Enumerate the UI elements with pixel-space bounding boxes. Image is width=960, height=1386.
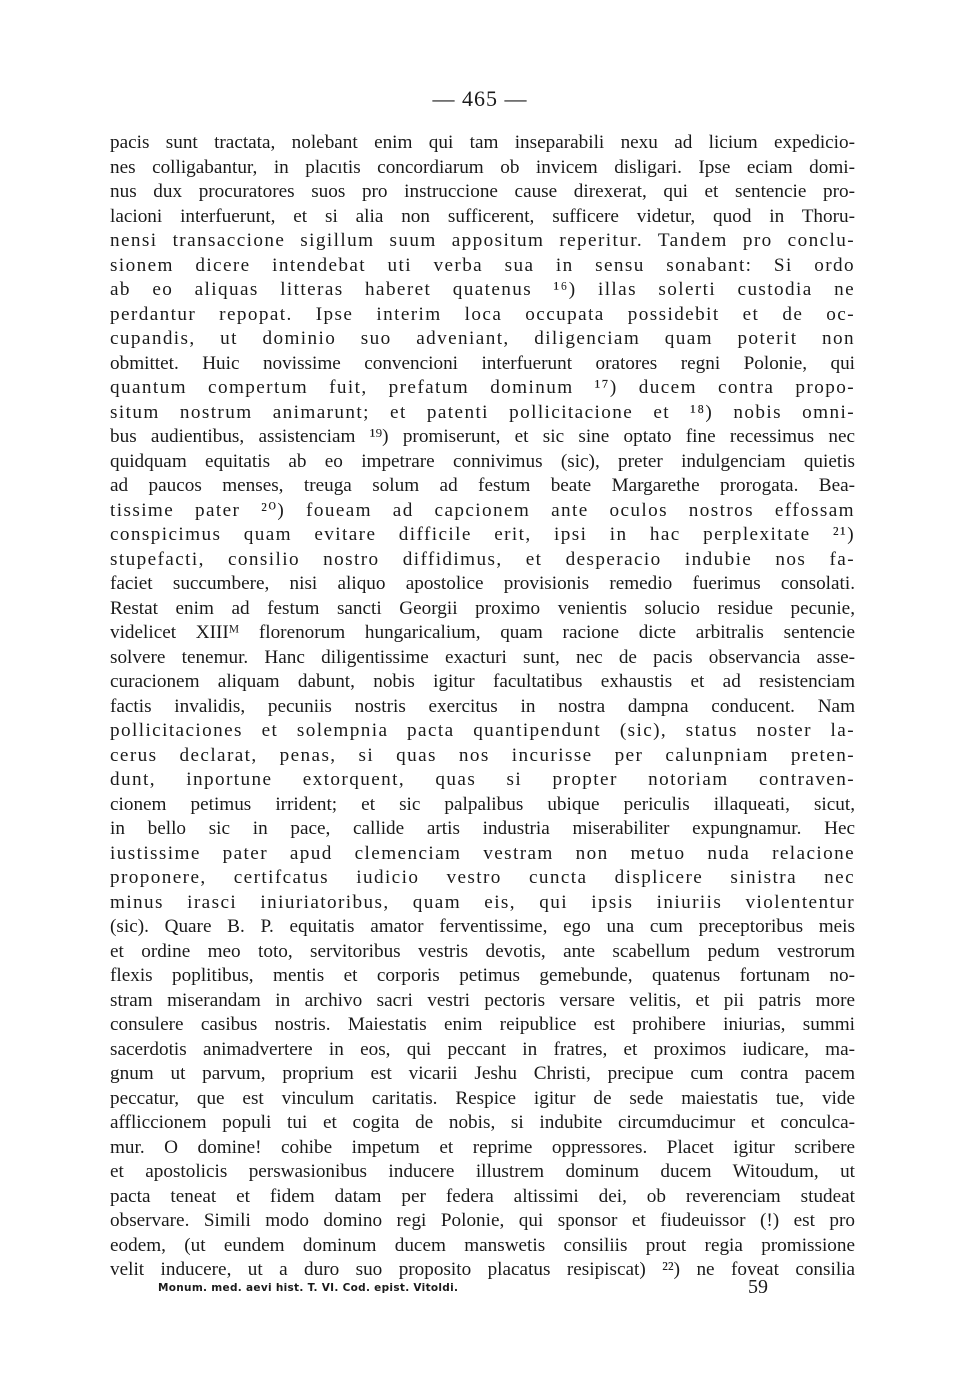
text-line: Restat enim ad festum sancti Georgii proximo venientis solucio residue pecunie,	[110, 597, 855, 619]
text-line: et ordine meo toto, servitoribus vestris devotis, ante scabellum pedum vestrorum	[110, 940, 855, 962]
text-line: bus audientibus, assistenciam ¹⁹) promiserunt, et sic sine optato fine recessimus nec	[110, 426, 855, 447]
text-line: stupefacti, consilio nostro diffidimus, et desperacio indubie nos fa-	[110, 548, 855, 570]
text-line: situm nostrum animarunt; et patenti pollicitacione et ¹⁸) nobis omni-	[110, 401, 855, 423]
text-line: nensi transaccione sigillum suum appositum reperitur. Tandem pro conclu-	[110, 230, 855, 251]
text-line: lacioni interfuerunt, et si alia non sufficerent, sufficere videtur, quod in Thoru-	[110, 205, 855, 227]
page-number: — 465 —	[432, 86, 528, 111]
text-line: pacis sunt tractata, nolebant enim qui tam inseparabili nexu ad licium expedicio-	[110, 132, 855, 153]
text-line: flexis poplitibus, mentis et corporis petimus gemebunde, quatenus fortunam no-	[110, 965, 855, 986]
text-line: curacionem aliquam dabunt, nobis igitur facultatibus exhaustis et ad resistenciam	[110, 671, 855, 692]
text-line: pollicitaciones et solempnia pacta quantipendunt (sic), status noster la-	[110, 720, 855, 741]
text-line: observare. Simili modo domino regi Polonie, qui sponsor et fiudeuissor (!) est pro	[110, 1210, 855, 1231]
text-line: videlicet XIIIᴹ florenorum hungaricalium, quam racione dicte arbitralis sentencie	[110, 622, 855, 643]
text-line: conspicimus quam evitare difficile erit, ipsi in hac perplexitate ²¹)	[110, 524, 855, 545]
text-line: quidquam equitatis ab eo impetrare connivimus (sic), preter indulgenciam quietis	[110, 450, 855, 472]
text-line: obmittet. Huic novissime convencioni interfuerunt oratores regni Polonie, qui	[110, 352, 855, 374]
text-line: et apostolicis perswasionibus inducere illustrem dominum ducem Witoudum, ut	[110, 1161, 855, 1182]
text-line: velit inducere, ut a duro suo proposito placatus resipiscat) ²²) ne foveat consilia	[110, 1259, 855, 1280]
footer-source-note: Monum. med. aevi hist. T. VI. Cod. epist. Vitoldi.	[158, 1282, 459, 1294]
text-line: cerus declarat, penas, si quas nos incurisse per calunpniam preten-	[110, 744, 855, 766]
text-line: cupandis, ut dominio suo adveniant, diligenciam quam poterit non	[110, 328, 855, 349]
text-line: perdantur repopat. Ipse interim loca occupata possidebit et de oc-	[110, 303, 855, 325]
text-line: peccatur, que est vinculum caritatis. Respice igitur de sede maiestatis tue, vide	[110, 1087, 855, 1109]
text-line: tissime pater ²⁰) foueam ad capcionem ante oculos nostros effossam	[110, 499, 855, 521]
text-line: ad paucos menses, treuga solum ad festum beate Margarethe prorogata. Bea-	[110, 475, 855, 496]
text-line: faciet succumbere, nisi aliquo apostolice provisionis remedio fuerimus consolati.	[110, 573, 855, 594]
text-line: pacta teneat et fidem datam per federa altissimi dei, ob reverenciam studeat	[110, 1185, 855, 1207]
text-line: gnum ut parvum, proprium est vicarii Jeshu Christi, precipue cum contra pacem	[110, 1063, 855, 1084]
text-line: minus irasci iniuriatoribus, quam eis, qui ipsis iniuriis violententur	[110, 891, 855, 913]
text-line: quantum compertum fuit, prefatum dominum ¹⁷) ducem contra propo-	[110, 377, 855, 398]
text-line: affliccionem populi tui et cogita de nobis, si indubite circumducimur et conculca-	[110, 1112, 855, 1133]
text-line: eodem, (ut eundem dominum ducem manswetis consiliis prout regia promissione	[110, 1234, 855, 1256]
text-line: sacerdotis animadvertere in eos, qui peccant in fratres, et proximos iudicare, ma-	[110, 1038, 855, 1060]
signature-mark: 59	[748, 1276, 768, 1298]
text-line: nus dux procuratores suos pro instruccione cause direxerat, qui et sentencie pro-	[110, 181, 855, 202]
text-line: proponere, certifcatus iudicio vestro cuncta displicere sinistra nec	[110, 867, 855, 888]
text-line: factis invalidis, pecuniis nostris exercitus in nostra dampna conducent. Nam	[110, 695, 855, 717]
text-line: dunt, inportune extorquent, quas si propter notoriam contraven-	[110, 769, 855, 790]
text-line: stram miserandam in archivo sacri vestri pectoris versare velitis, et pii patris more	[110, 989, 855, 1011]
text-line: (sic). Quare B. P. equitatis amator ferventissime, ego una cum preceptoribus meis	[110, 916, 855, 937]
text-line: solvere tenemur. Hanc diligentissime exacturi sunt, nec de pacis observancia asse-	[110, 646, 855, 668]
text-line: ab eo aliquas litteras haberet quatenus ¹⁶) illas solerti custodia ne	[110, 279, 855, 300]
text-line: cionem petimus irrident; et sic palpalibus ubique periculis illaqueati, sicut,	[110, 793, 855, 815]
text-line: sionem dicere intendebat uti verba sua in sensu sonabant: Si ordo	[110, 254, 855, 276]
text-line: consulere casibus nostris. Maiestatis enim reipublice est prohibere iniurias, summi	[110, 1014, 855, 1035]
text-line: iustissime pater apud clemenciam vestram non metuo nuda relacione	[110, 842, 855, 864]
body-text	[110, 131, 855, 1283]
text-line: in bello sic in pace, callide artis industria miserabiliter expungnamur. Hec	[110, 818, 855, 839]
text-line: mur. O domine! cohibe impetum et reprime oppressores. Placet igitur scribere	[110, 1136, 855, 1158]
text-line: nes colligabantur, in placıtis concordiarum ob invicem disligari. Ipse eciam domi-	[110, 156, 855, 178]
